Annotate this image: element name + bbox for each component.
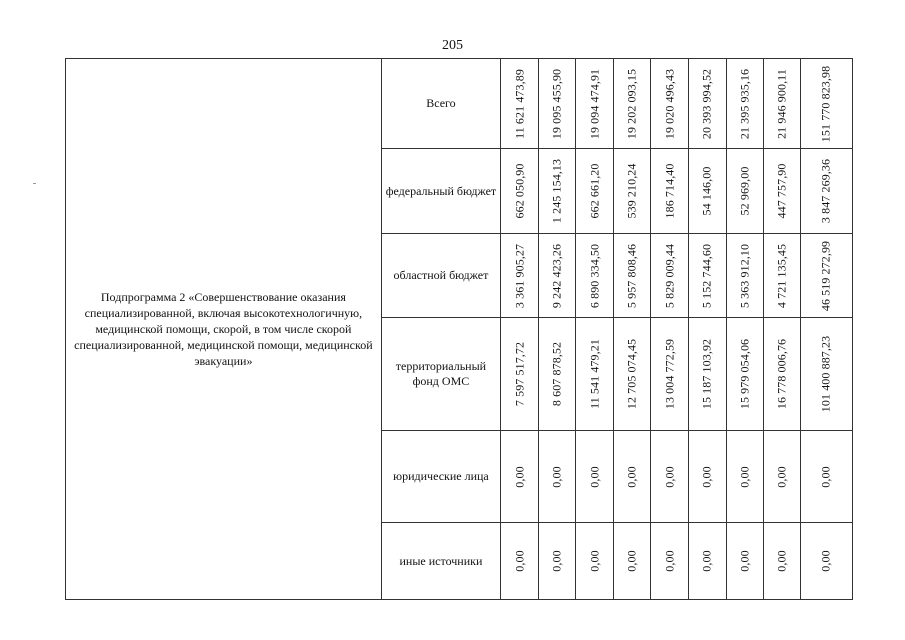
amount-value: 5 829 009,44 <box>662 243 677 308</box>
scan-speck <box>33 183 36 184</box>
amount-cell <box>501 318 539 431</box>
amount-value: 0,00 <box>512 550 527 572</box>
amount-value: 0,00 <box>587 550 602 572</box>
amount-cell <box>539 523 576 600</box>
amount-value: 186 714,40 <box>662 163 677 219</box>
amount-cell <box>726 523 763 600</box>
amount-cell <box>576 149 614 234</box>
amount-cell <box>539 234 576 318</box>
table-row <box>66 59 853 149</box>
amount-value: 11 541 479,21 <box>587 339 602 409</box>
amount-value: 5 152 744,60 <box>699 243 714 308</box>
amount-cell <box>651 523 688 600</box>
amount-cell <box>614 59 651 149</box>
amount-value: 15 979 054,06 <box>737 338 752 410</box>
amount-cell <box>614 318 651 431</box>
amount-value: 3 847 269,36 <box>818 158 833 224</box>
amount-cell <box>800 523 852 600</box>
funding-source-label: иные источники <box>381 523 500 600</box>
funding-source-label: территориальный фонд ОМС <box>381 318 500 431</box>
amount-cell <box>726 59 763 149</box>
funding-source-label: Всего <box>381 59 500 149</box>
amount-cell <box>614 523 651 600</box>
amount-value: 101 400 887,23 <box>818 335 833 413</box>
amount-value: 0,00 <box>662 550 677 572</box>
program-title: Подпрограмма 2 «Совершенствование оказания специализированной, включая высокотехнологичную, медицинской помощи, скорой, в том числе скорой специализированной, медицинской помощи, медицинской эвакуации» <box>74 290 373 368</box>
amount-value: 0,00 <box>587 465 602 488</box>
amount-cell <box>501 234 539 318</box>
amount-cell <box>614 431 651 523</box>
amount-cell <box>539 59 576 149</box>
amount-cell <box>688 59 726 149</box>
amount-value: 0,00 <box>774 465 789 488</box>
amount-cell <box>576 234 614 318</box>
amount-value: 19 094 474,91 <box>587 68 602 139</box>
amount-value: 0,00 <box>662 465 677 488</box>
amount-cell <box>726 234 763 318</box>
amount-cell <box>800 431 852 523</box>
amount-cell <box>763 431 800 523</box>
amount-value: 1 245 154,13 <box>549 158 564 224</box>
amount-value: 4 721 135,45 <box>774 243 789 308</box>
amount-cell <box>539 149 576 234</box>
funding-source-label: юридические лица <box>381 431 500 523</box>
amount-cell <box>763 59 800 149</box>
amount-value: 19 020 496,43 <box>662 68 677 139</box>
amount-cell <box>763 523 800 600</box>
amount-cell <box>501 523 539 600</box>
amount-cell <box>651 149 688 234</box>
page-number: 205 <box>442 38 463 53</box>
amount-cell <box>539 318 576 431</box>
amount-cell <box>800 318 852 431</box>
amount-value: 21 395 935,16 <box>737 68 752 139</box>
amount-cell <box>763 234 800 318</box>
amount-cell <box>688 318 726 431</box>
amount-value: 8 607 878,52 <box>549 341 564 407</box>
amount-value: 0,00 <box>512 465 527 488</box>
amount-value: 46 519 272,99 <box>818 240 833 311</box>
amount-value: 0,00 <box>818 465 833 488</box>
amount-value: 0,00 <box>737 550 752 572</box>
amount-value: 6 890 334,50 <box>587 243 602 308</box>
amount-value: 16 778 006,76 <box>774 338 789 410</box>
amount-value: 662 050,90 <box>512 163 527 219</box>
amount-cell <box>726 431 763 523</box>
amount-value: 0,00 <box>774 550 789 572</box>
amount-value: 19 095 455,90 <box>549 68 564 139</box>
amount-cell <box>688 431 726 523</box>
amount-value: 0,00 <box>699 465 714 488</box>
amount-value: 3 361 905,27 <box>512 243 527 308</box>
amount-value: 0,00 <box>624 465 639 488</box>
amount-cell <box>726 149 763 234</box>
amount-value: 0,00 <box>549 550 564 572</box>
amount-value: 447 757,90 <box>774 163 789 219</box>
amount-cell <box>688 234 726 318</box>
amount-value: 0,00 <box>818 550 833 572</box>
amount-value: 19 202 093,15 <box>624 68 639 139</box>
amount-value: 52 969,00 <box>737 166 752 216</box>
funding-source-label: областной бюджет <box>381 234 500 318</box>
amount-cell <box>688 149 726 234</box>
amount-value: 7 597 517,72 <box>512 341 527 407</box>
amount-cell <box>501 149 539 234</box>
amount-value: 11 621 473,89 <box>512 68 527 139</box>
amount-cell <box>576 59 614 149</box>
amount-value: 662 661,20 <box>587 163 602 219</box>
amount-cell <box>576 431 614 523</box>
amount-cell <box>800 149 852 234</box>
amount-cell <box>501 431 539 523</box>
amount-cell <box>501 59 539 149</box>
amount-value: 0,00 <box>737 465 752 488</box>
amount-value: 5 363 912,10 <box>737 243 752 308</box>
amount-value: 5 957 808,46 <box>624 243 639 308</box>
amount-cell <box>763 149 800 234</box>
funding-table <box>65 58 853 600</box>
amount-value: 13 004 772,59 <box>662 338 677 410</box>
amount-cell <box>763 318 800 431</box>
amount-value: 0,00 <box>624 550 639 572</box>
amount-cell <box>726 318 763 431</box>
amount-value: 0,00 <box>549 465 564 488</box>
amount-cell <box>800 234 852 318</box>
amount-cell <box>614 234 651 318</box>
amount-cell <box>576 523 614 600</box>
amount-cell <box>651 431 688 523</box>
amount-cell <box>576 318 614 431</box>
amount-value: 54 146,00 <box>699 166 714 216</box>
program-title-cell <box>66 59 382 600</box>
amount-value: 15 187 103,92 <box>699 338 714 410</box>
funding-source-label: федеральный бюджет <box>381 149 500 234</box>
amount-value: 539 210,24 <box>624 163 639 219</box>
amount-value: 20 393 994,52 <box>699 68 714 139</box>
amount-cell <box>539 431 576 523</box>
amount-value: 151 770 823,98 <box>818 65 833 142</box>
amount-value: 0,00 <box>699 550 714 572</box>
amount-cell <box>688 523 726 600</box>
amount-value: 12 705 074,45 <box>624 338 639 410</box>
amount-cell <box>651 318 688 431</box>
amount-value: 21 946 900,11 <box>774 68 789 139</box>
amount-cell <box>800 59 852 149</box>
amount-cell <box>651 59 688 149</box>
amount-value: 9 242 423,26 <box>549 243 564 308</box>
amount-cell <box>651 234 688 318</box>
amount-cell <box>614 149 651 234</box>
